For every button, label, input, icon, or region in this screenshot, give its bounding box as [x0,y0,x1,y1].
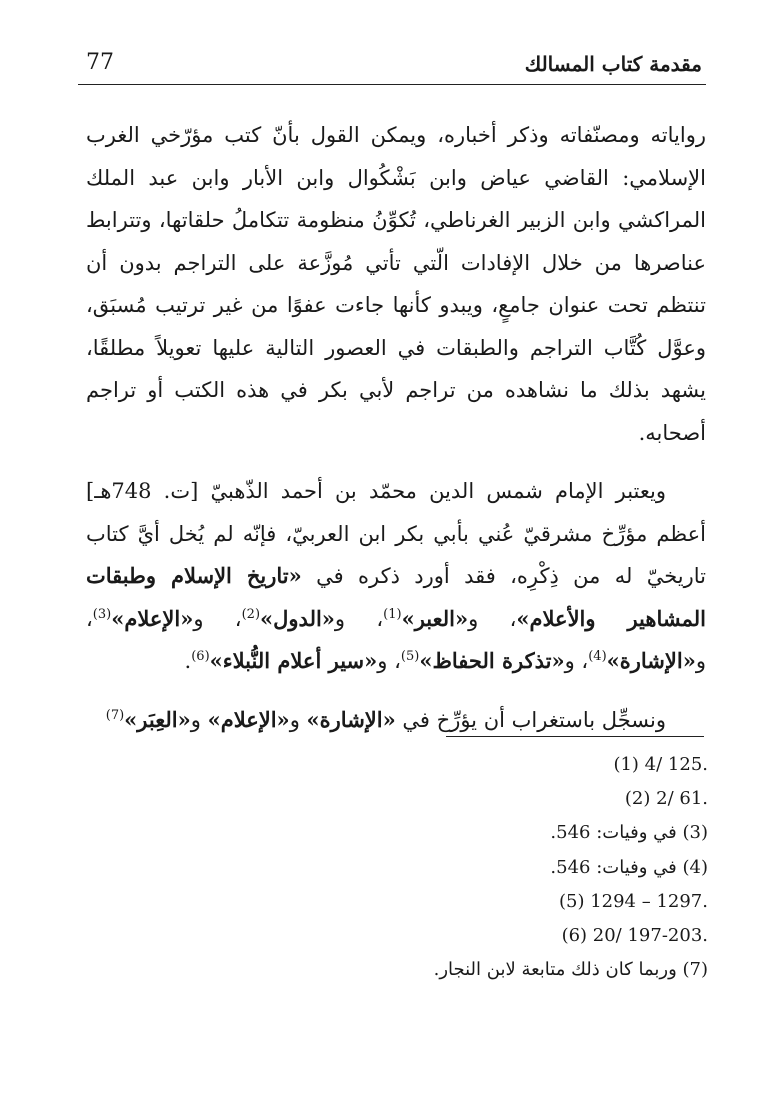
paragraph-1: رواياته ومصنّفاته وذكر أخباره، ويمكن القول بأنّ كتب مؤرّخي الغرب الإسلامي: القاضي عياض وابن بَشْكُوال وابن الأبار وابن عبد الملك المراكشي وابن الزبير الغرناطي، تُكوِّنُ منظومة تتكاملُ حلقاتها، وتترابط عناصرها من خلال الإفادات الّتي تأتي مُوزَّعة على التراجم بدون أن تنتظم تحت عنوان جامعٍ، ويبدو كأنها جاءت عفوًا من غير ترتيب مُسبَق، وعوَّل كُتَّاب التراجم والطبقات في العصور التالية عليها تعويلاً مطلقًا، يشهد بذلك ما نشاهده من تراجم لأبي بكر في هذه الكتب أو تراجم أصحابه. [86,123,706,445]
footnotes [86,748,708,987]
footnote-6: (6) 20/ 197-203. [561,925,708,947]
book-title: «الإشارة» [606,648,696,673]
running-header-title: مقدمة كتاب المسالك [524,52,702,76]
main-text [86,114,706,741]
footnote-ref: (5) [400,649,420,664]
book-title: «الإعلام» [207,706,290,732]
footnote-3: (3) في وفيات: 546. [550,822,708,844]
footnote-1: (1) 4/ 125. [613,754,708,775]
book-title: «الإعلام» [111,605,194,631]
footnote-5: (5) 1294 – 1297. [558,890,708,912]
header-divider [78,84,706,85]
footnote-ref: (7) [105,707,125,723]
paragraph-2: ويعتبر الإمام شمس الدين محمّد بن أحمد الذّهبيّ [ت. 748هـ] أعظم مؤرِّخ مشرقيّ عُني بأبي بكر ابن العربيّ، فإنّه لم يُخل أيَّ كتاب تاريخيّ له من ذِكْرِه، فقد أورد ذكره في «تاريخ الإسلام وطبقات المشاهير والأعلام»، و«العبر»$^{(1)}$، و«الدول»$^{(2)}$، و«الإعلام»$^{(3)}$، و«الإشارة»$^{(4)}$، و«تذكرة الحفاظ»$^{(5)}$، و«سير أعلام النُّبلاء»$^{(6)}$. [86,479,706,673]
footnote-7: (7) وربما كان ذلك متابعة لابن النجار. [433,959,708,981]
book-title: «الإشارة» [306,706,396,732]
book-title: «تذكرة الحفاظ» [419,648,565,673]
footnote-divider [446,736,704,737]
book-title: «العِبَر» [124,706,191,732]
p3-intro: ونسجِّل باستغراب أن يؤرِّخ في [402,707,666,732]
book-title: «سير أعلام النُّبلاء» [209,648,378,673]
book-title: «الدول» [260,605,335,631]
footnote-ref: (4) [588,649,607,664]
page-number: 77 [86,50,114,75]
book-title: «العبر» [401,605,469,631]
footnote-ref: (3) [92,606,112,622]
footnote-4: (4) في وفيات: 546. [550,856,708,878]
footnote-ref: (1) [383,606,402,622]
footnote-ref: (2) [241,606,261,622]
footnote-ref: (6) [191,649,210,664]
footnote-2: (2) 2/ 61. [624,788,708,810]
p2-intro: ويعتبر الإمام شمس الدين محمّد بن أحمد الذّهبيّ [ت. 748هـ] أعظم مؤرِّخ مشرقيّ عُني بأبي بكر ابن العربيّ، فإنّه لم يُخل أيَّ كتاب تاريخيّ له من ذِكْرِه، فقد أورد ذكره في [86,479,706,588]
book-title: «تاريخ الإسلام وطبقات المشاهير والأعلام» [86,563,706,631]
paragraph-3: ونسجِّل باستغراب أن يؤرِّخ في «الإشارة» و«الإعلام» و«العِبَر»$^{(7)}$ [105,706,666,732]
